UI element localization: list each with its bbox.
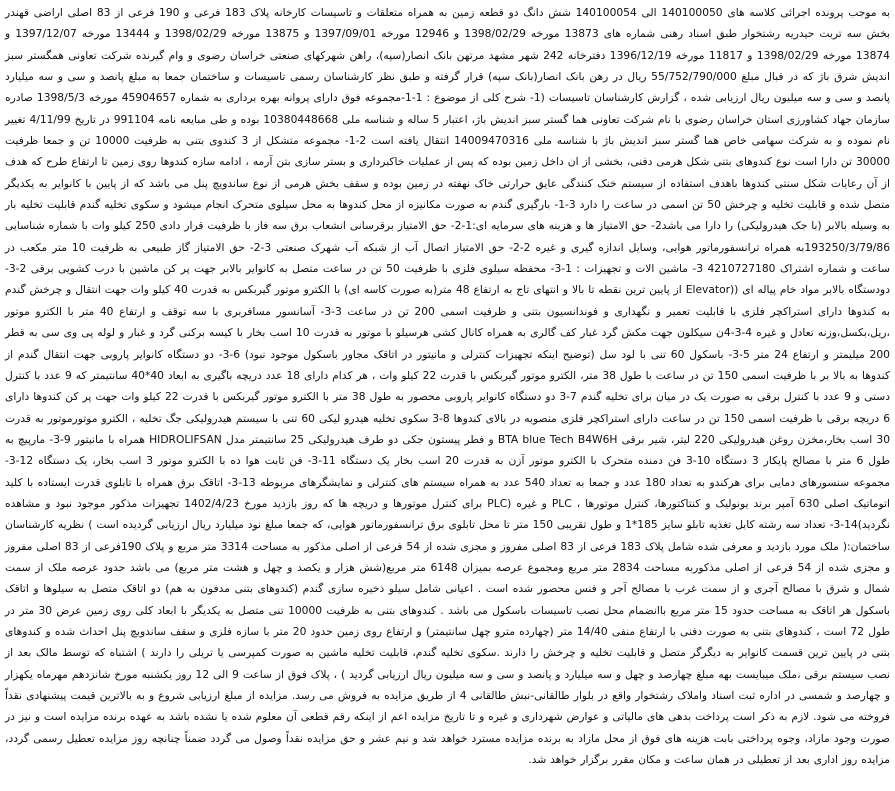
auction-notice-text: به موجب پرونده اجرائی کلاسه های 140100050 الی 140100054 شش دانگ دو قطعه زمین به همراه متعلقات و تاسیسات کارخانه پلاک 183 فرعی و 190 فرعی از 83 اصلی اراضی قهندر بخش سه تربت حیدریه رشتخوار طبق اسناد رهنی شماره های 13873 مورخه 1398/02/29 و 12946 مورخه 1397/09/01 و 13875 مورخه 1398/02/29 و 13444 مورخه 1397/12/07 و 13874 مورخه 1398/02/29 و 11817 مورخه 1396/12/19 دفترخانه 242 شهر مشهد مرتهن بانک انصار(سپه)، راهن شهرکهای صنعتی خراسان رضوی و وام گیرنده شرکت تعاونی همگستر سبز اندیش شرق باژ که در قبال مبلغ 55/752/790/000 ریال در رهن بانک انصار(بانک سپه) قرار گرفته و طبق نظر کارشناسان رسمی تاسیسات و ساختمان جمعا به مبلغ پانصد و سی و سه میلیارد پانصد و سی و سه میلیون ریال ارزیابی شده ، گزارش کارشناسان تاسیسات (1- شرح کلی از موضوع : 1-1-مجموعه فوق دارای پروانه بهره برداری به شماره 45904657 مورخه 1398/5/3 صادره سازمان جهاد کشاورزی استان خراسان رضوی با نام شرکت تعاونی هما گستر سبز اندیش باژ، اعتبار 5 ساله و شناسه ملی 10380448668 بوده و طی مبایعه نامه 991104 در تاریخ 4/11/99 تغییر نام نموده و به شرکت سهامی خاص هما گستر سبز اندیش باژ با شناسه ملی 14009470316 انتقال یافته است 2-1- مجموعه متشکل از 3 کندوی بتنی به ظرفیت 10000 تن و جمعا ظرفیت 30000 تن دارا است نوع کندوهای بتنی شکل هرمی دفنی، بخشی از ان داخل زمین بوده که پس از عملیات خاکبرداری و بستر سازی بتن آرمه ، ادامه سازه کندوها روی زمین تا ارتفاع طرح که هدف از آن رعایات شکل سنتی کندوها باهدف استفاده از سیستم خنک کنندگی عایق حرارتی خاک نهفته در زمین بوده و سقف بخش هرمی از نوع ساندویچ پنل می باشد که از پایین با کانوایر به یکدیگر متصل شده و قابلیت تخلیه و چرخش 50 تن اسمی در ساعت را دارد 3-1- بارگیری گندم به صورت مکانیزه از محل کندوها به محل سیلوی متحرک انجام میشود و سکوی تخلیه گندم قابلیت تخلیه بار به وسیله بالابر (با جک هیدرولیکی) را دارا می باشد2- حق الامتیاز ها و هزینه های سرمایه ای:1-2- حق الامتیاز برقرسانی انشعاب برق سه فاز با ظرفیت قرار دادی 250 کیلو وات با شماره شناسایی 193250/3/79/86به همراه ترانسفورماتور هوایی، وسایل اندازه گیری و غیره 2-2- حق الامتیاز اتصال آب از شبکه آب شهرک صنعتی 3-2- حق الامتیاز گاز طبیعی به ظرفیت 10 متر مکعب در ساعت و شماره اشتراک 4210727180 3- ماشین الات و تجهیزات : 1-3- محفظه سیلوی فلزی با ظرفیت 50 تن در ساعت متصل به کانوایر بالابر جهت پر کن ماشین با درب کشویی برقی 2-3- دودستگاه بالابر مواد خام پیاله ای ((Elevator از پایین ترین نقطه تا بالا و انتهای تاج به ارتفاع 48 متر(به صورت کاسه ای) با الکترو موتور گیربکس به قدرت 40 کیلو وات جهت انتقال و چرخش گندم به کندوها دارای استراکچر فلزی با قابلیت تعمیر و نگهداری و فوندانسیون بتنی و ظرفیت اسمی 200 تن در ساعت 3-3- آسانسور مسافربری با سه توقف و ارتفاع 40 متر با الکترو موتور ،ریل،بکسل،وزنه تعادل و غیره 4-3-4ن سیکلون جهت مکش گرد غبار کف گالری به همراه کانال کشی هرسیلو با موتور به قدرت 10 اسب بخار با کیسه برکنی گرد و غبار و لوله پی وی سی به قطر 200 میلیمتر و ارتفاع 24 متر 5-3- باسکول 60 تنی با لود سل (توضیح اینکه تجهیزات کنترلی و مانیتور در اتاقک مجاور باسکول موجود نبود) 6-3- دو دستگاه کانوایر پاروبی جهت انتقال گندم از کندوها به بالا بر با ظرفیت اسمی 150 تن در ساعت با طول 38 متر، الکترو موتور گیربکس با قدرت 22 کیلو وات ، هر کدام دارای 18 عدد دریچه باگیری به ابعاد 40*40 سانتیمتر که 9 عدد با کنترل دستی و 9 عدد با کنترل برقی به صورت یک در میان برای تخلیه گندم 7-3 دو دستگاه کانوایر پاروبی محصور به طول 38 متر با الکترو موتور گیربکس با قدرت 22 کیلو وات جهت پر کن کندوها دارای 6 دریچه برقی با ظرفیت اسمی 150 تن در ساعت دارای استراکچر فلزی منصوبه در بالای کندوها 8-3 سکوی تخلیه هیدرو لیکی 60 تنی با سیستم هیدرولیکی جگ تخلیه ، الکترو موتورموتور به قدرت 30 اسب بخار،مخزن روغن هیدرولیکی 220 لیتر، شیر برقی BTA blue Tech B4W6H و فطر پیستون جکی دو طرف هیدرولیکی 25 سانتیمتر مدل HIDROLIFSAN همراه با مانیتور 9-3- مارپیچ به طول 6 متر با مصالح پایکار 3 دستگاه 10-3 فن دمنده متحرک با الکترو موتور آزن به قدرت 20 اسب بخار یک دستگاه 11-3- فن ثابت هوا ده با الکترو موتور 3 اسب بخار، یک دستگاه 12-3- مجموعه سنسورهای دمایی برای هرکندو به تعداد 180 عدد و جمعا به تعداد 540 عدد به همراه سیستم های کنترلی و نمایشگرهای مربوطه 13-3- اتاقک برق همراه با تابلوی قدرت ایستاده با کلید اتوماتیک اصلی 630 آمپر برند یونولیک و کنتاکتورها، کنترل موتورها ، PLC و غیره (PLC برای کنترل موتورها و دریچه ها که روز بازدید مورخ 1402/4/23 تجهیزات مذکور موجود نبود و مشاهده نگردید)14-3- تعداد سه رشته کابل تغذیه تابلو سایز 185*1 و طول تقریبی 150 متر تا محل تابلوی برق ترانسفورماتور هوایی، که جمعا مبلغ نود میلیارد ریال ارزیابی گردیده است ) نظریه کارشناسان ساختمان:( ملک مورد بازدید و معرفی شده شامل پلاک 183 فرعی از 83 اصلی مفروز و مجزی شده از 54 فرعی از اصلی مذکور به مساحت 3314 متر مربع و پلاک 190فرعی از 83 اصلی مفروز و مجزی شده از 54 فرعی از اصلی مذکوربه مساحت 2834 متر مربع ومجموع عرصه بمیزان 6148 متر مربع(شش هزار و یکصد و چهل و هشت متر مربع) می باشد حدود عرصه ملک از سمت شمال و شرق با مصالح آجری و از سمت غرب با مصالح آجر و فنس محصور شده است . اعیانی شامل سیلو ذخیره سازی گندم (کندوهای بتنی مدفون به هم) دو اتاقک متصل به سیلوها و اتاقک باسکول هر اتاقک به مساحت حدود 15 متر مربع باانضمام محل نصب تاسیسات باسکول می باشد . کندوهای بتنی به ظرفیت 10000 تنی متصل به یکدیگر با ابعاد کلی روی زمین عرض 30 متر در طول 72 است ، کندوهای بتنی به صورت دفنی با ارتفاع منفی 14/40 متر (چهارده مترو چهل سانتیمتر) و ارتفاع روی زمین حدود 20 متر با سازه فلزی و سقف ساندویچ پنل احداث شده و کندوهای بتنی در پایین ترین قسمت کانوایر به دیگرگر متصل و قابلیت تخلیه و چرخش را دارند .سکوی تخلیه گندم، قابلیت تخلیه ماشین به صورت کمپرسی یا تریلی را دارند ) اشتباه که توسط مالک بعد از نصب سیستم برقی ،ملک میبایست بهه مبلغ چهارصد و چهل و سه میلیارد و پانصد و سی و سه میلیون ریال ارزیابی گردید ) ، پلاک فوق از ساعت 9 الی 12 روز یکشنبه مورخ شانزدهم مهرماه یکهزار و چهارصد و شمسی در اداره ثبت اسناد واملاک رشتخوار واقع در بلوار طالقانی-نبش طالقانی 4 از طریق مزایده به فروش می رسد. مزایده از مبلغ ارزیابی شروع و به بالاترین قیمت پیشنهادی نقداً فروخته می شود. لازم به ذکر است پرداخت بدهی های مالیاتی و عوارض شهرداری و غیره و تا تاریخ مزایده اعم از اینکه رقم قطعی آن معلوم شده یا نشده باشد به عهده برنده مزایده است و نیز در صورت وجود مازاد، وجوه پرداختی بابت هزینه های فوق از محل مازاد به برنده مزایده مسترد خواهد شد و نیم عشر و حق مزایده نقداً وصول می گردد ضمناً چنانچه روز مزایده تعطیل رسمی گردد، مزایده روز اداری بعد از تعطیلی در همان ساعت و مکان مقرر برگزار خواهد شد. (5, 6, 891, 767)
